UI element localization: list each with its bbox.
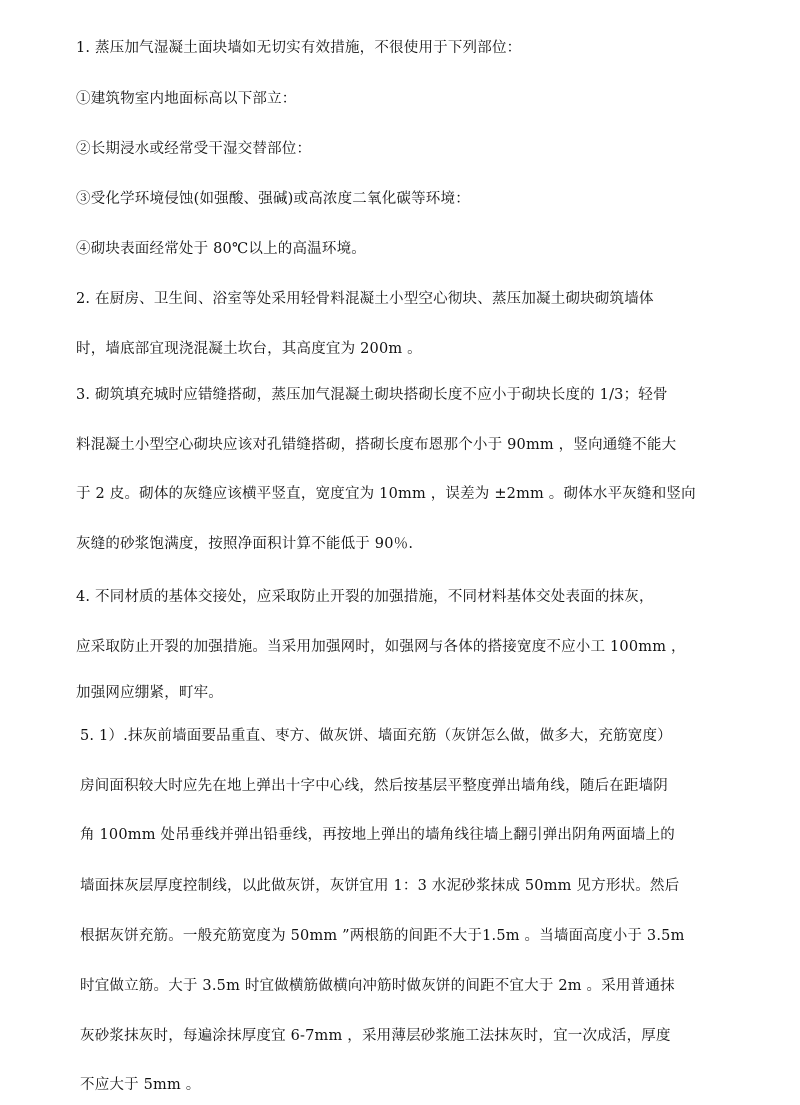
text-line: 灰缝的砂浆饱满度，按照净面积计算不能低于 90％. [76,536,414,552]
text-line: 于 2 皮。砌体的灰缝应该横平竖直，宽度宜为 10mm ，误差为 ±2mm 。砌体水平灰缝和竖向 [76,486,696,502]
text-line: 应采取防止开裂的加强措施。当采用加强网时，如强网与各体的搭接宽度不应小工 100mm ， [76,639,686,655]
text-line: 根据灰饼充筋。一般充筋宽度为 50mm ”两根筋的间距不大于1.5m 。当墙面高度小于 3.5m [80,928,685,944]
text-line: 3. 砌筑填充城时应错缝搭砌，蒸压加气混凝土砌块搭砌长度不应小于砌块长度的 1/3；轻骨 [76,387,668,403]
text-line: 2. 在厨房、卫生间、浴室等处采用轻骨料混凝土小型空心彻块、蒸压加凝土砌块砌筑墙体 [76,291,654,307]
text-line: 时宜做立筋。大于 3.5m 时宜做横筋做横向冲筋时做灰饼的间距不宜大于 2m 。采用普通抹 [80,978,675,994]
text-line: 房间面积较大时应先在地上弹出十字中心线，然后按基层平整度弹出墙角线，随后在距墙阴 [80,778,668,794]
text-line: 1. 蒸压加气湿凝土面块墙如无切实有效措施，不很使用于下列部位： [76,40,522,56]
text-line: 料混凝土小型空心砌块应该对孔错缝搭砌，搭砌长度布恩那个小于 90mm ，竖向通缝不能大 [76,437,677,453]
text-line: ①建筑物室内地面标高以下部立： [76,91,297,107]
text-line: 角 100mm 处吊垂线并弹出铅垂线，再按地上弹出的墙角线往墙上翻引弹出阴角两面墙上的 [80,827,675,843]
text-line: ④砌块表面经常处于 80℃以上的高温环境。 [76,241,366,257]
text-line: ③受化学环境侵蚀(如强酸、强碱)或高浓度二氧化碳等环境： [76,191,470,207]
text-line: 灰砂浆抹灰时，每遍涂抹厚度宜 6-7mm ，采用薄层砂浆施工法抹灰时，宜一次成活，厚度 [80,1028,671,1044]
text-line: 加强网应绷紧，町牢。 [76,685,223,701]
text-line: 时，墙底部宜现浇混凝土坎台，其高度宜为 200m 。 [76,341,422,357]
text-line: 5. 1）.抹灰前墙面要品重直、枣方、做灰饼、墙面充筋（灰饼怎么做，做多大，充筋宽度） [80,728,672,744]
text-line: 4. 不同材质的基体交接处，应采取防止开裂的加强措施，不同材料基体交处表面的抹灰， [76,589,654,605]
text-line: 不应大于 5mm 。 [80,1077,201,1093]
text-line: ②长期浸水或经常受干湿交替部位： [76,141,312,157]
text-line: 墙面抹灰层厚度控制线，以此做灰饼，灰饼宜用 1：3 水泥砂浆抹成 50mm 见方形状。然后 [80,878,680,894]
